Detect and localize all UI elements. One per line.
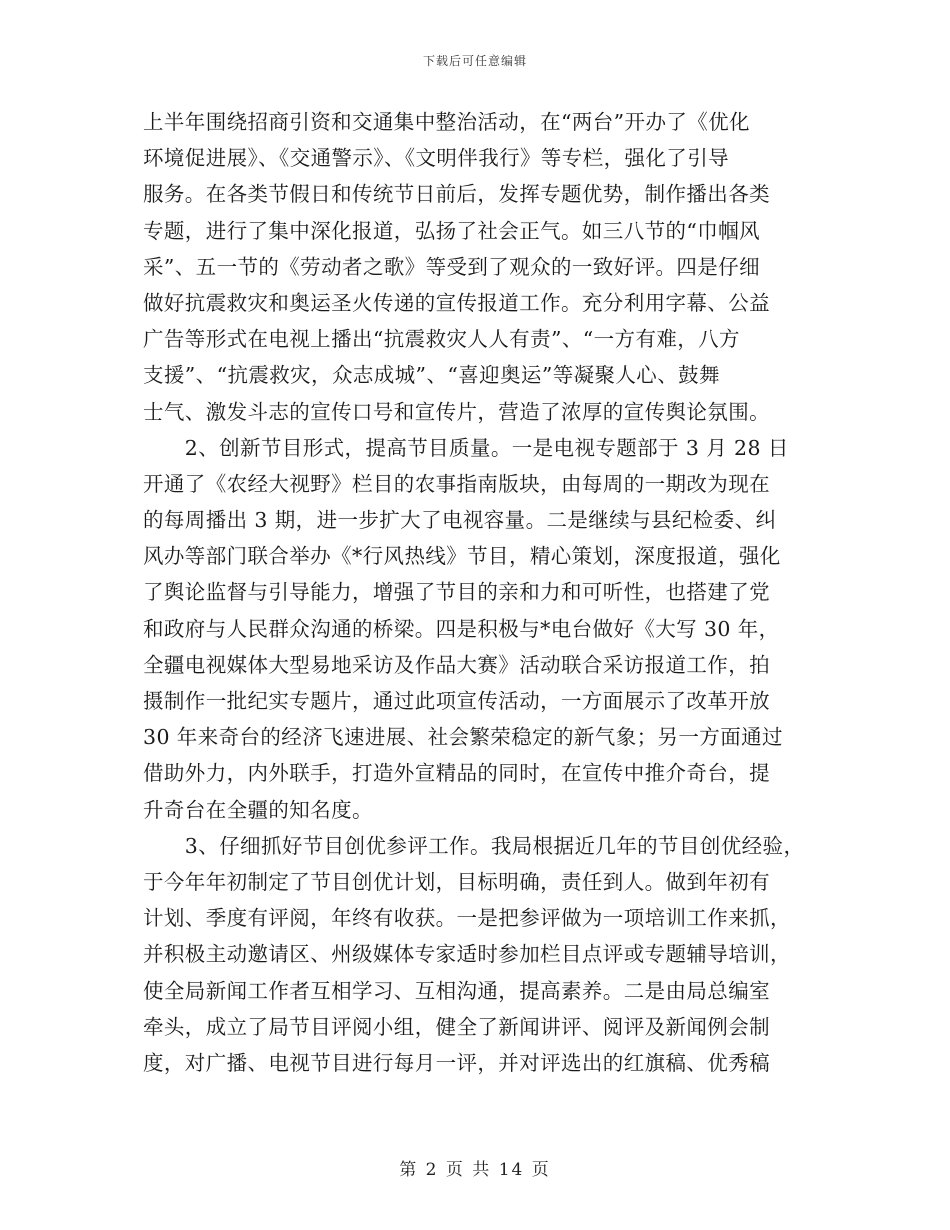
- text-line: 牵头，成立了局节目评阅小组，健全了新闻讲评、阅评及新闻例会制: [143, 1014, 770, 1039]
- text-line: 和政府与人民群众沟通的桥梁。四是积极与*电台做好《大写 30 年，: [143, 616, 780, 641]
- text-line: 专题，进行了集中深化报道，弘扬了社会正气。如三八节的“巾帼风: [143, 218, 760, 243]
- text-line: 上半年围绕招商引资和交通集中整治活动，在“两台”开办了《优化: [143, 110, 750, 134]
- text-line: 支援”、“抗震救灾，众志成城”、“喜迎奥运”等凝聚人心、鼓舞: [143, 363, 720, 388]
- text-line: 计划、季度有评阅，年终有收获。一是把参评做为一项培训工作来抓，: [143, 906, 791, 931]
- text-line: 服务。在各类节假日和传统节日前后，发挥专题优势，制作播出各类: [143, 182, 770, 207]
- text-line: 使全局新闻工作者互相学习、互相沟通，提高素养。二是由局总编室: [143, 978, 770, 1003]
- text-line: 2、创新节目形式，提高节目质量。一是电视专题部于 3 月 28 日: [143, 435, 789, 460]
- text-line: 采”、五一节的《劳动者之歌》等受到了观众的一致好评。四是仔细: [143, 254, 760, 279]
- body-text: [143, 104, 823, 1081]
- text-line: 摄制作一批纪实专题片，通过此项宣传活动，一方面展示了改革开放: [143, 689, 770, 713]
- text-line: 3、仔细抓好节目创优参评工作。我局根据近几年的节目创优经验，: [143, 833, 805, 858]
- text-line: 全疆电视媒体大型易地采访及作品大赛》活动联合采访报道工作，拍: [143, 652, 770, 677]
- text-line: 30 年来奇台的经济飞速进展、社会繁荣稳定的新气象；另一方面通过: [143, 725, 783, 750]
- text-line: 了舆论监督与引导能力，增强了节目的亲和力和可听性，也搭建了党: [143, 580, 770, 605]
- text-line: 的每周播出 3 期，进一步扩大了电视容量。二是继续与县纪检委、纠: [143, 508, 777, 533]
- page-header: 下载后可任意编辑: [422, 54, 527, 68]
- text-line: 借助外力，内外联手，打造外宣精品的同时，在宣传中推介奇台，提: [143, 761, 770, 786]
- text-line: 并积极主动邀请区、州级媒体专家适时参加栏目点评或专题辅导培训，: [143, 942, 791, 967]
- text-line: 开通了《农经大视野》栏目的农事指南版块，由每周的一期改为现在: [143, 471, 770, 496]
- page-footer: 第 2 页 共 14 页: [399, 1160, 551, 1180]
- text-line: 广告等形式在电视上播出“抗震救灾人人有责”、“一方有难，八方: [143, 327, 740, 352]
- text-line: 做好抗震救灾和奥运圣火传递的宣传报道工作。充分利用字幕、公益: [143, 290, 770, 315]
- text-line: 升奇台在全疆的知名度。: [143, 797, 373, 822]
- text-line: 环境促进展》、《交通警示》、《文明伴我行》等专栏，强化了引导: [143, 146, 729, 171]
- text-line: 度，对广播、电视节目进行每月一评，并对评选出的红旗稿、优秀稿: [143, 1050, 770, 1075]
- text-line: 于今年年初制定了节目创优计划，目标明确，责任到人。做到年初有: [143, 869, 770, 894]
- text-line: 士气、激发斗志的宣传口号和宣传片，营造了浓厚的宣传舆论氛围。: [143, 399, 770, 424]
- text-line: 风办等部门联合举办《*行风热线》节目，精心策划，深度报道，强化: [143, 544, 781, 569]
